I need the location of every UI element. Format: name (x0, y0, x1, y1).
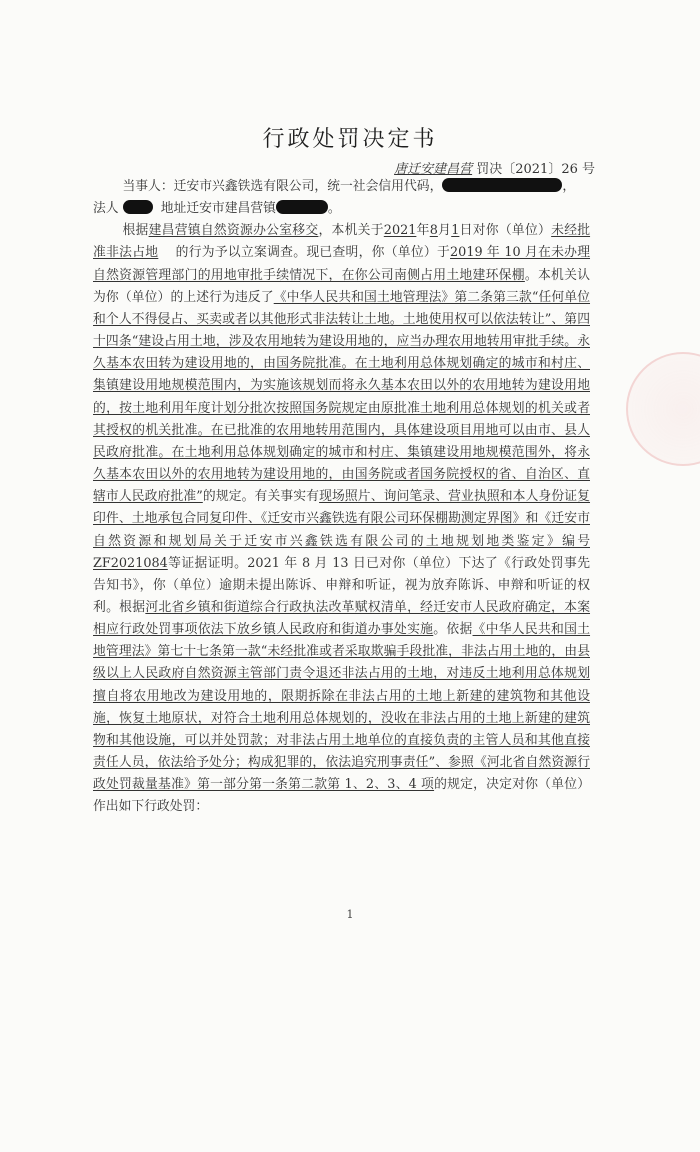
text-segment: 。依据 (433, 622, 473, 638)
authority-basis: 河北省乡镇和街道综合行政执法改革赋权清单，经迁安市人民政府确定，本案相应行政处罚事项依法下放乡镇人民政府和街道办事处实施 (93, 599, 591, 638)
main-paragraph (93, 220, 590, 818)
document-title: 行政处罚决定书 (262, 127, 438, 152)
redaction-block (123, 200, 153, 214)
violated-law: 《中华人民共和国土地管理法》第二条第三款“任何单位和个人不得侵占、买卖或者以其他形式非法转让土地。土地使用权可以依法转让”、第四十四条“建设占用土地，涉及农用地转为建设用地的，应当办理农用地转用审批手续。永久基本农田转为建设用地的，由国务院批准。在土地利用总体规划确定的城市和村庄、集镇建设用地规模范围内，为实施该规划而将永久基本农田以外的农用地转为建设用地的，按土地利用年度计划分批次按照国务院规定由原批准土地利用总体规划的机关或者其授权的机关批准。在已批准的农用地转用范围内，具体建设项目用地可以由市、县人民政府批准。在土地利用总体规划确定的城市和村庄、集镇建设用地规模范围外，将永久基本农田以外的农用地转为建设用地的，由国务院或者国务院授权的省、自治区、直辖市人民政府批准” (93, 289, 591, 505)
text-segment: 日对你（单位） (459, 223, 552, 239)
case-day: 1 (451, 223, 460, 239)
text-segment: 。本机关认为你（单位）的上述行为违反了 (93, 267, 591, 305)
text-segment: 的规定，决定对你（单位）作出如下行政处罚： (93, 777, 591, 815)
address-end: 。 (327, 201, 341, 217)
document-number-org: 唐迁安建昌营 (394, 162, 473, 177)
text-segment: 根据 (122, 223, 149, 239)
page-number: 1 (346, 908, 354, 921)
text-segment: 月 (437, 223, 452, 239)
text-segment: 的行为予以立案调查。现已查明，你（单位）于 (175, 245, 451, 261)
text-segment: 等证据证明。2021 年 8 月 13 日已对你（单位）下达了《行政处罚事先告知书》，你（单位）逾期未提出陈诉、申辩和听证，视为放弃陈诉、申辩和听证的权利。根据 (93, 555, 590, 615)
transfer-source: 建昌营镇自然资源办公室移交 (148, 223, 319, 239)
party-line: 当事人：迁安市兴鑫铁选有限公司，统一社会信用代码， ， 法人 地址迁安市建昌营镇 。 (93, 179, 576, 217)
text-segment: 年 (416, 223, 430, 239)
evidence-list: 现场照片、询问笔录、营业执照和本人身份证复印件、土地承包合同复印件、《迁安市兴鑫铁选有限公司环保棚勘测定界图》和《迁安市自然资源和规划局关于迁安市兴鑫铁选有限公司的土地规划地类鉴定》编号 ZF2021084 (93, 489, 591, 571)
document-number-rest: 罚决〔2021〕26 号 (476, 162, 595, 177)
official-seal (626, 352, 700, 466)
party-intro: 当事人：迁安市兴鑫铁选有限公司，统一社会信用代码， (122, 179, 443, 194)
redaction-block (442, 178, 562, 192)
penalty-basis: 《中华人民共和国土地管理法》第七十七条第一款“未经批准或者采取欺骗手段批准，非法占用土地的，由县级以上人民政府自然资源主管部门责令退还非法占用的土地，对违反土地利用总体规划擅自将农用地改为建设用地的，限期拆除在非法占用的土地上新建的建筑物和其他设施，恢复土地原状，对符合土地利用总体规划的，没收在非法占用的土地上新建的建筑物和其他设施，可以并处罚款；对非法占用土地单位的直接负责的主管人员和其他直接责任人员，依法给予处分；构成犯罪的，依法追究刑事责任”、参照《河北省自然资源行政处罚裁量基准》第一部分第一条第二款第 1、2、3、4 项 (93, 622, 591, 793)
text-segment: ，本机关于 (318, 223, 384, 239)
case-year: 2021 (383, 223, 417, 239)
redaction-block (276, 200, 328, 214)
violation-type: 未经批准非法占地 (93, 223, 591, 261)
document-body (93, 176, 590, 819)
text-segment: 的规定。有关事实有 (202, 489, 320, 505)
case-month: 8 (429, 223, 438, 239)
fact-finding: 2019 年 10 月在未办理自然资源管理部门的用地审批手续情况下，在你公司南侧占用土地建环保棚 (93, 245, 591, 283)
legal-person-label: 法人 (93, 201, 119, 217)
address-label: 地址迁安市建昌营镇 (160, 201, 276, 217)
document-number (394, 158, 595, 177)
